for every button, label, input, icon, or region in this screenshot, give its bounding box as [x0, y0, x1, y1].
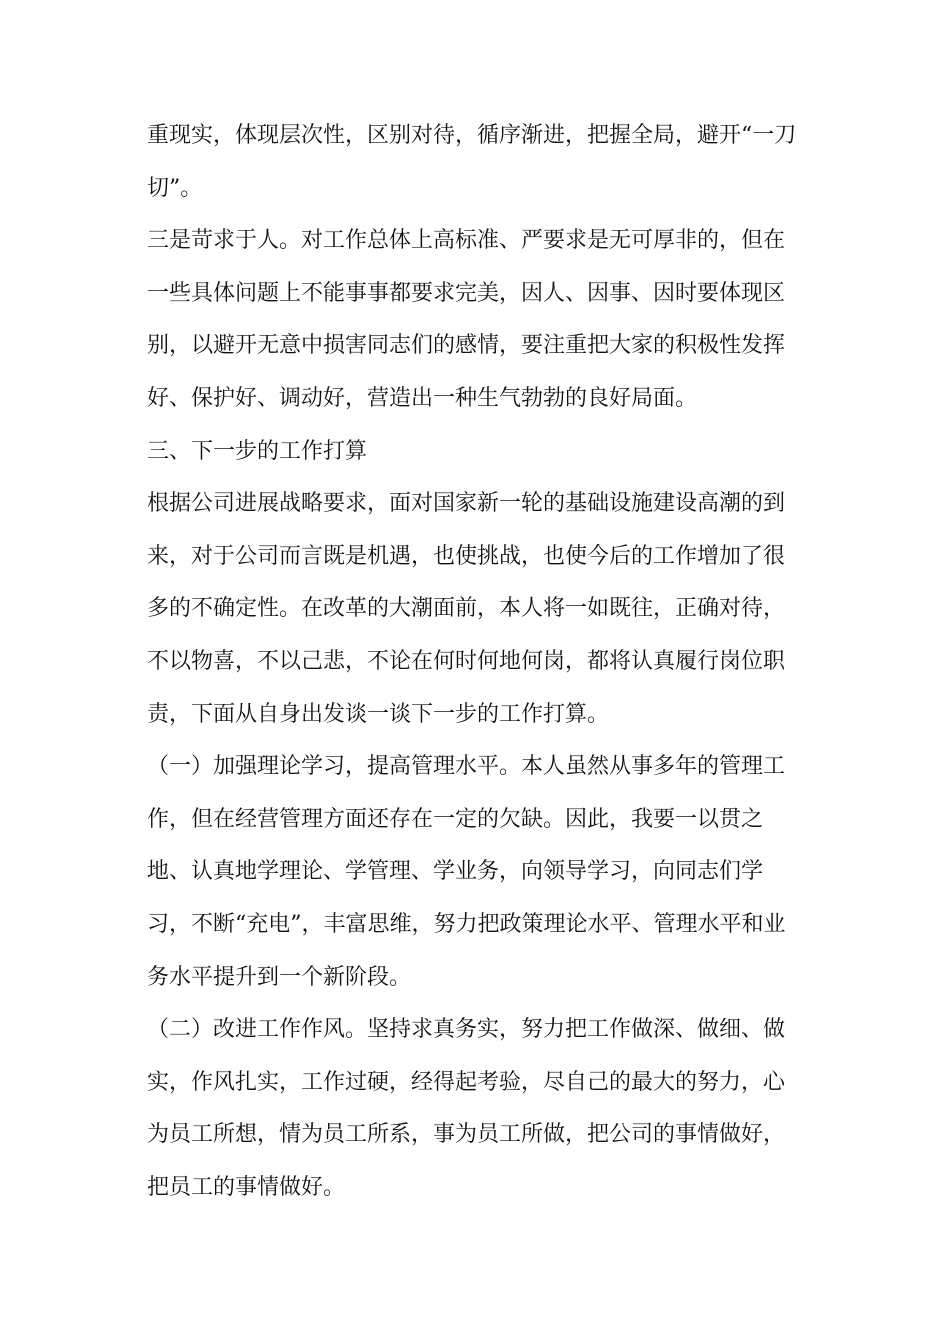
text-line: 作，但在经营管理方面还存在一定的欠缺。因此，我要一以贯之	[147, 806, 764, 832]
text-line: 一些具体问题上不能事事都要求完美，因人、因事、因时要体现区	[147, 280, 786, 306]
document-body	[147, 110, 807, 1214]
text-line: 好、保护好、调动好，营造出一种生气勃勃的良好局面。	[147, 385, 698, 411]
text-line: 别，以避开无意中损害同志们的感情，要注重把大家的积极性发挥	[147, 333, 786, 359]
text-line: 实，作风扎实，工作过硬，经得起考验，尽自己的最大的努力，心	[147, 1069, 786, 1095]
text-line: 根据公司进展战略要求，面对国家新一轮的基础设施建设高潮的到	[147, 491, 786, 517]
text-line: 习，不断“充电”，丰富思维，努力把政策理论水平、管理水平和业	[147, 911, 786, 937]
text-line: 多的不确定性。在改革的大潮面前，本人将一如既往，正确对待，	[147, 596, 786, 622]
text-line: 重现实，体现层次性，区别对待，循序渐进，把握全局，避开“一刀	[147, 123, 797, 148]
text-line: 地、认真地学理论、学管理、学业务，向领导学习，向同志们学	[147, 859, 764, 885]
text-line: 三是苛求于人。对工作总体上高标准、严要求是无可厚非的，但在	[147, 228, 786, 254]
text-line: 来，对于公司而言既是机遇，也使挑战，也使今后的工作增加了很	[147, 543, 786, 569]
text-line: （一）加强理论学习，提高管理水平。本人虽然从事多年的管理工	[147, 754, 786, 780]
text-line: 为员工所想，情为员工所系，事为员工所做，把公司的事情做好，	[147, 1122, 786, 1148]
text-line: 不以物喜，不以己悲，不论在何时何地何岗，都将认真履行岗位职	[147, 648, 786, 674]
text-line: 把员工的事情做好。	[147, 1174, 346, 1200]
text-line: 切”。	[147, 175, 203, 201]
text-line: （二）改进工作作风。坚持求真务实，努力把工作做深、做细、做	[147, 1017, 786, 1043]
text-line: 责，下面从自身出发谈一谈下一步的工作打算。	[147, 701, 610, 727]
section-heading: 三、下一步的工作打算	[147, 438, 368, 464]
text-line: 务水平提升到一个新阶段。	[147, 964, 412, 990]
